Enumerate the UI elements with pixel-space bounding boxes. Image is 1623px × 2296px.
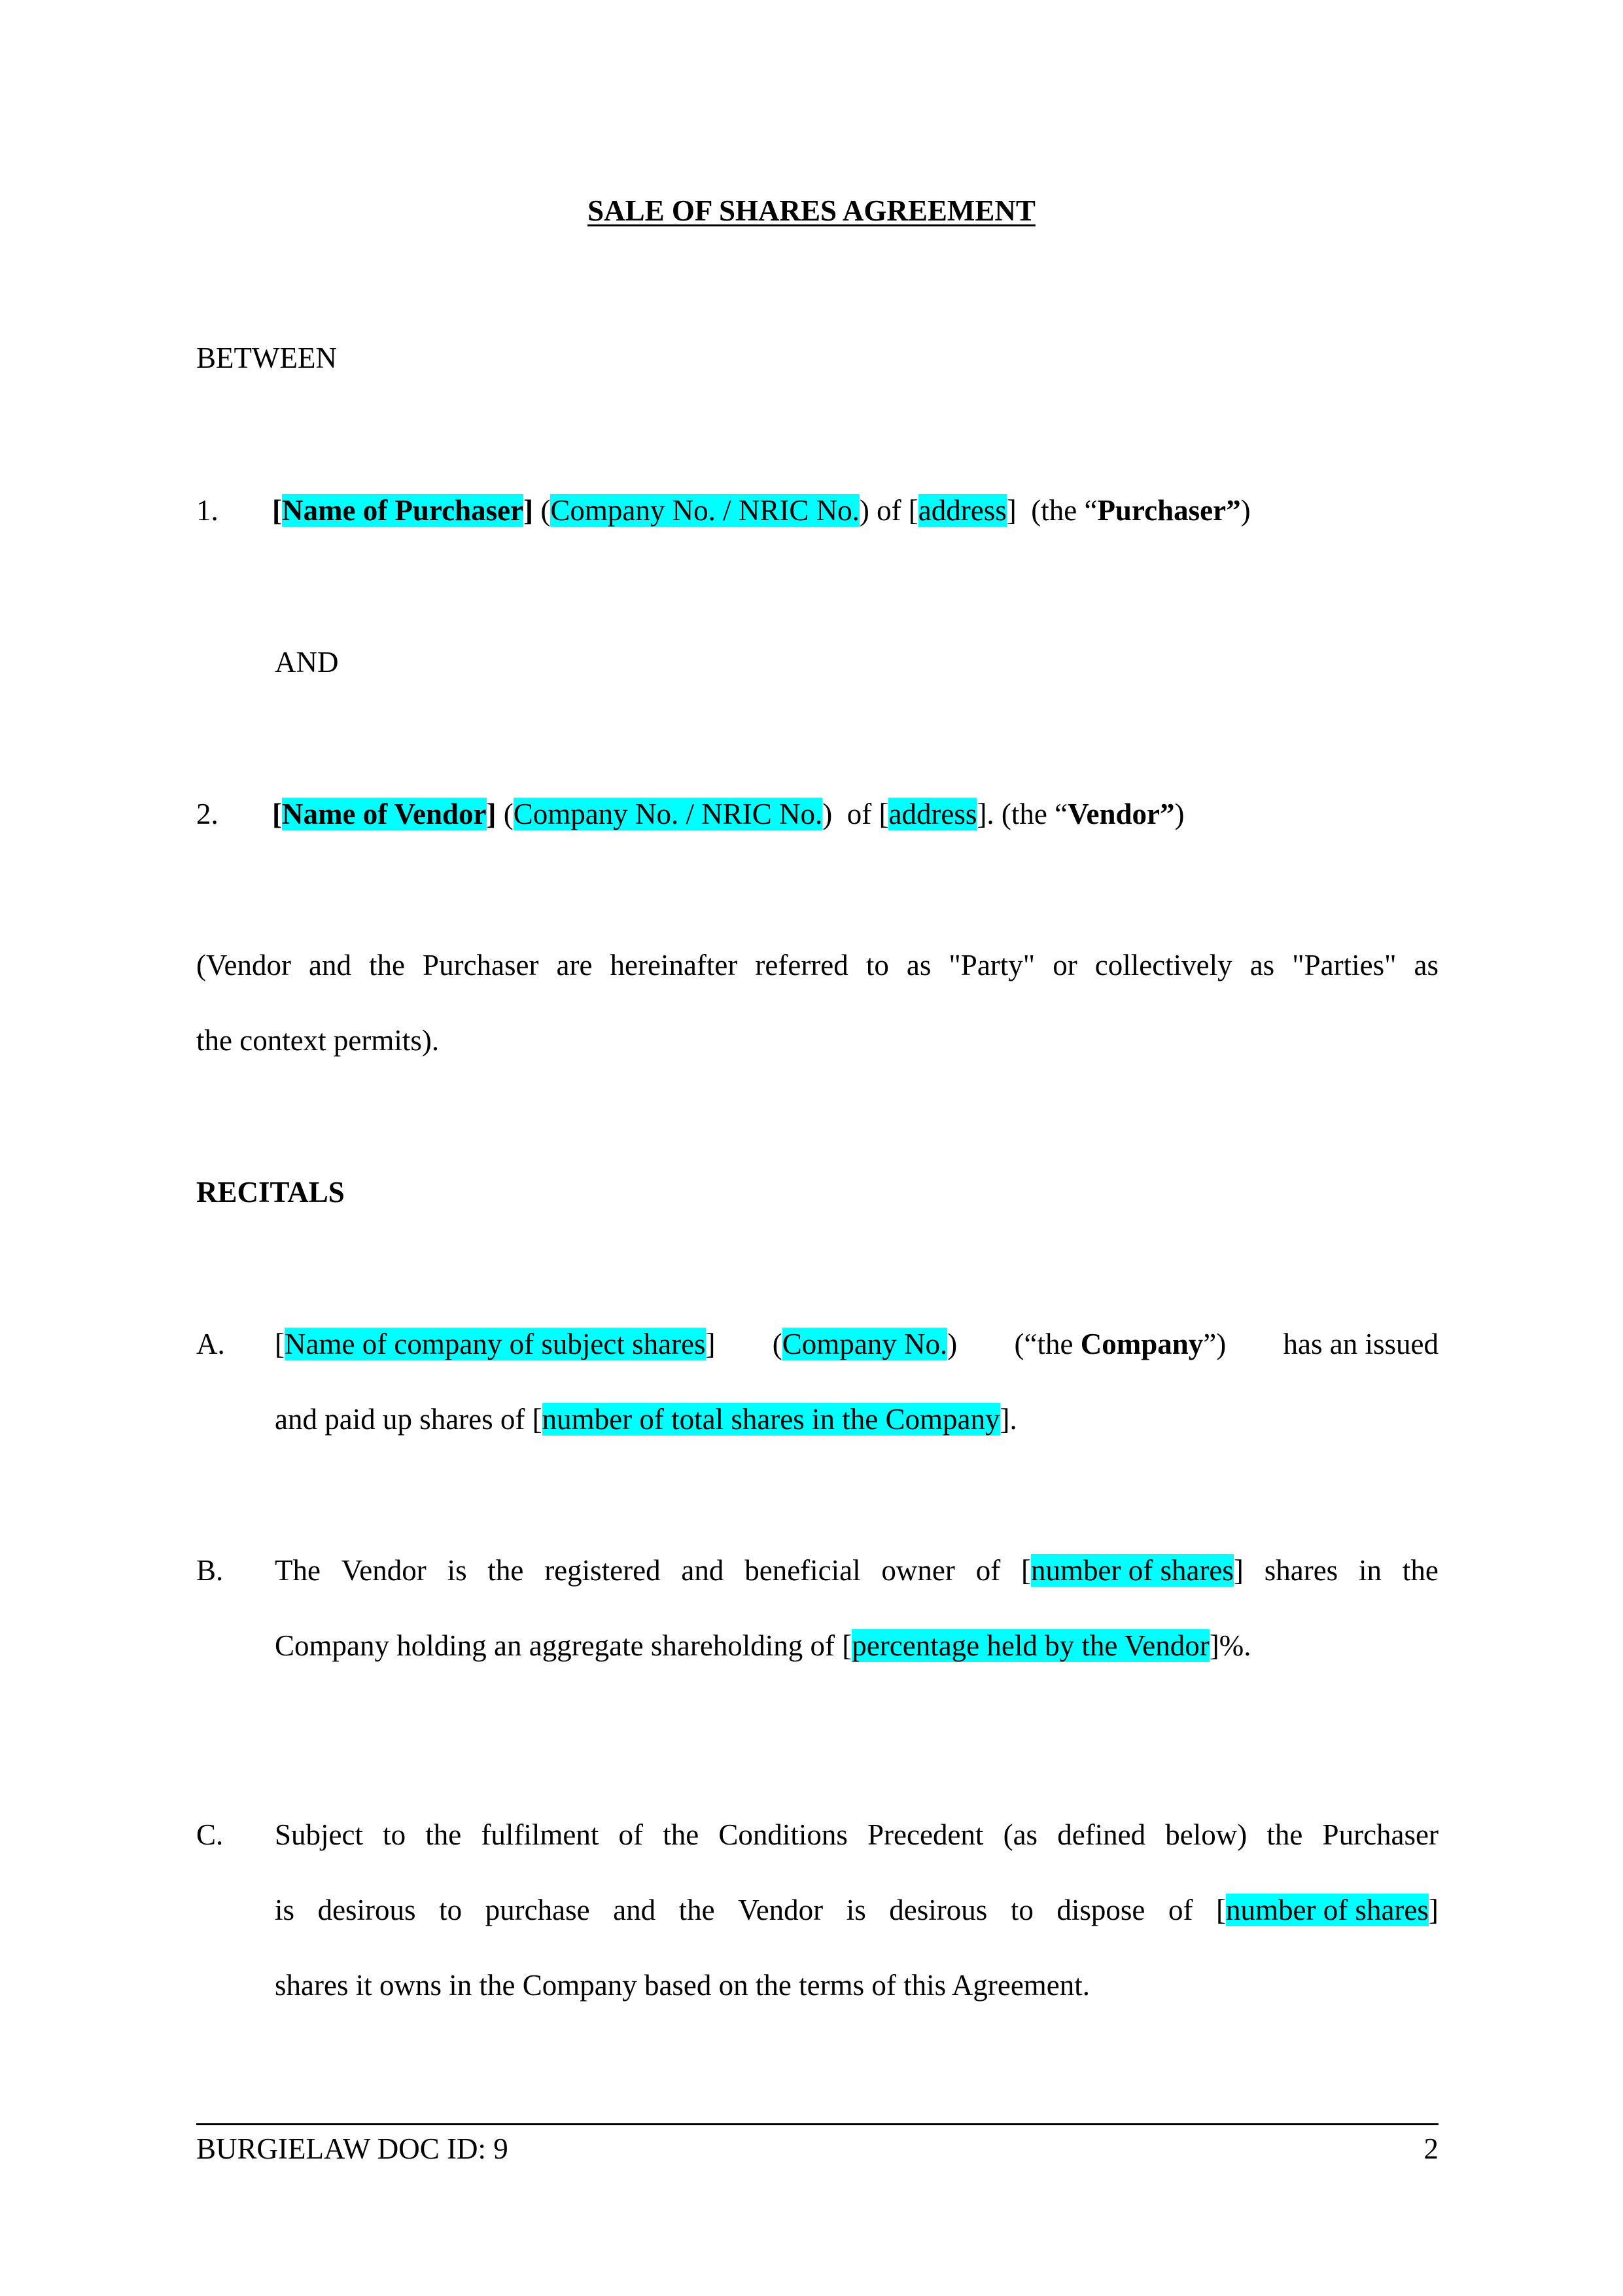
recital-c-line-2: [275, 1896, 1439, 1925]
document-title: SALE OF SHARES AGREEMENT: [587, 194, 1036, 227]
recital-c-word: is: [275, 1894, 295, 1926]
recital-c-label: C.: [196, 1818, 224, 1851]
party-2-number: 2.: [196, 798, 218, 830]
company-defined-term: Company: [1080, 1328, 1204, 1360]
recital-a-issued-text: has an issued: [1283, 1328, 1439, 1360]
recital-c-word: to: [1010, 1894, 1034, 1926]
recital-a-line-1: [275, 1330, 1439, 1359]
purchaser-id-placeholder: Company No. / NRIC No.: [550, 494, 860, 527]
recital-c-word: is: [846, 1894, 866, 1926]
purchaser-defined-term: Purchaser: [1097, 494, 1227, 527]
recital-c-word: the: [678, 1894, 715, 1926]
recital-c-line-3: shares it owns in the Company based on the terms of this Agreement.: [275, 1969, 1091, 2002]
recital-a-label: A.: [196, 1328, 225, 1360]
party-2-line: [Name of Vendor] (Company No. / NRIC No.) of [address]. (the “Vendor”): [272, 798, 1185, 830]
recital-b-word: and: [681, 1554, 724, 1587]
recital-b-word: shares: [1264, 1554, 1338, 1587]
vendor-defined-term: Vendor: [1068, 798, 1160, 830]
recital-c-word: purchase: [485, 1894, 590, 1926]
party-1-line: [Name of Purchaser] (Company No. / NRIC No.) of [address] (the “Purchaser”): [272, 494, 1251, 527]
recital-c-line-1: Subject to the fulfilment of the Conditions Precedent (as defined below) the Purchaser: [275, 1818, 1439, 1851]
recital-a-line-2-suffix: ].: [1000, 1403, 1017, 1436]
purchaser-address-placeholder: address: [918, 494, 1007, 527]
and-label: AND: [275, 646, 339, 679]
page-number: 2: [1423, 2132, 1439, 2165]
party-1-number: 1.: [196, 494, 218, 527]
recitals-heading: RECITALS: [196, 1176, 345, 1209]
recital-a-company-no: (Company No.): [772, 1328, 958, 1360]
recital-b-word: the: [1402, 1554, 1439, 1587]
recital-b-line-2: [275, 1631, 1251, 1661]
recital-c-word: dispose: [1056, 1894, 1145, 1926]
number-of-shares-placeholder: number of shares: [1225, 1894, 1429, 1926]
recital-b-word: is: [447, 1554, 467, 1587]
recital-c-word: Vendor: [738, 1894, 824, 1926]
recital-a-defined-term: (“the Company”): [1014, 1328, 1227, 1360]
parties-note-line-2: the context permits).: [196, 1024, 440, 1057]
recital-c-word: and: [613, 1894, 656, 1926]
recital-b-line-1: [275, 1556, 1439, 1585]
recital-b-word: owner: [881, 1554, 955, 1587]
recital-b-label: B.: [196, 1554, 224, 1587]
recital-a-line-2: [275, 1405, 1017, 1434]
recital-b-word: the: [487, 1554, 524, 1587]
recital-b-word: of: [975, 1554, 1001, 1587]
between-label: BETWEEN: [196, 342, 337, 374]
recital-c-number-of-shares: [number of shares]: [1215, 1894, 1439, 1926]
recital-b-word: in: [1359, 1554, 1382, 1587]
total-shares-placeholder: number of total shares in the Company: [542, 1403, 1000, 1436]
recital-b-word: registered: [544, 1554, 661, 1587]
recital-b-number-of-shares: [number of shares]: [1021, 1554, 1244, 1587]
recital-b-line-2-suffix: ]%.: [1209, 1629, 1251, 1662]
parties-note-line-1: (Vendor and the Purchaser are hereinafter referred to as "Party" or collectively as "Parties" as: [196, 949, 1439, 981]
purchaser-name-placeholder: Name of Purchaser: [282, 494, 524, 527]
recital-b-line-2-prefix: Company holding an aggregate shareholding of [: [275, 1629, 852, 1662]
footer-divider: [196, 2123, 1439, 2125]
vendor-address-placeholder: address: [888, 798, 977, 830]
vendor-name-placeholder: Name of Vendor: [282, 798, 487, 830]
recital-a-company-name: [Name of company of subject shares]: [275, 1328, 716, 1360]
recital-a-line-2-prefix: and paid up shares of [: [275, 1403, 542, 1436]
recital-c-word: to: [439, 1894, 462, 1926]
company-no-placeholder: Company No.: [782, 1328, 948, 1360]
footer-doc-id: BURGIELAW DOC ID: 9: [196, 2132, 508, 2165]
recital-b-word: Vendor: [341, 1554, 427, 1587]
recital-b-word: The: [275, 1554, 321, 1587]
recital-c-word: of: [1168, 1894, 1193, 1926]
percentage-placeholder: percentage held by the Vendor: [852, 1629, 1210, 1662]
recital-c-word: desirous: [889, 1894, 988, 1926]
recital-c-word: desirous: [317, 1894, 416, 1926]
number-of-shares-placeholder: number of shares: [1031, 1554, 1234, 1587]
recital-b-word: beneficial: [744, 1554, 861, 1587]
company-name-placeholder: Name of company of subject shares: [285, 1328, 706, 1360]
vendor-id-placeholder: Company No. / NRIC No.: [513, 798, 823, 830]
